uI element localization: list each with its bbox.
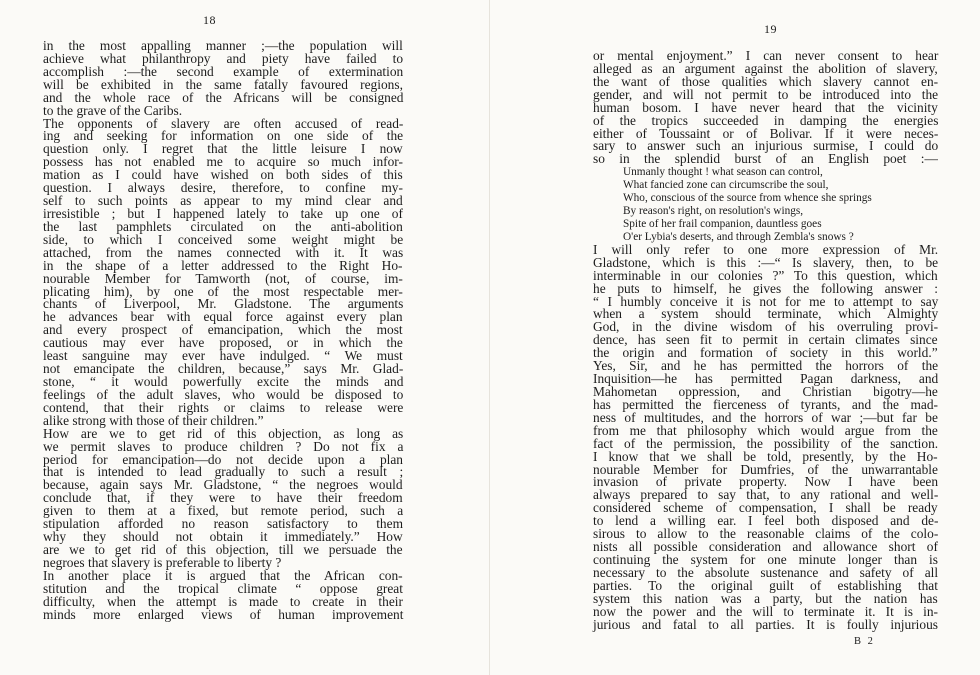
text-line: not emancipate the children, because,” says Mr. Glad- [43,361,404,377]
text-line: minds more enlarged views of human improvement [43,606,404,622]
text-line: nourable Member for Tamworth (not, of course, im- [43,270,403,286]
text-line: considered scheme of compensation, I shall be ready [593,500,938,516]
text-line: I know that we shall be told, presently, by the Ho- [593,448,938,464]
text-line: sary to answer such an injurious surmise, I could do [593,138,939,154]
text-line: conclude that, if they were to have their freedom [43,490,403,506]
text-line: are we to get rid of this objection, till we persuade the [43,541,403,557]
text-line: the origin and formation of society in this world.” [593,345,938,361]
text-line: will be exhibited in the same fatally favoured regions, [43,76,403,92]
text-line: and every prospect of emancipation, which the most [43,322,403,338]
text-line: so in the splendid burst of an English poet :— [593,151,938,167]
signature-mark: B 2 [854,636,875,647]
right-text-column [593,50,938,631]
text-line: side, to which I conceived some weight might be [43,231,404,247]
text-line: The opponents of slavery are often accused of read- [43,115,404,131]
text-line: Gladstone, which is this :—“ Is slavery, then, to be [593,254,939,270]
text-line: stitution and the tropical climate “ oppose great [43,580,403,596]
text-line: or mental enjoyment.” I can never consent to hear [593,48,939,63]
text-line: to lend a willing ear. I feel both disposed and de- [593,513,939,529]
text-line: mation as I could have wished on both sides of this [43,167,403,183]
text-line: In another place it is argued that the African con- [43,567,403,583]
text-line: contend, that their rights or claims to release were [43,399,404,415]
text-line: self to such points as appear to my mind clear and [43,193,403,209]
text-line: question. I always desire, therefore, to confine my- [43,180,403,196]
text-line: to the grave of the Caribs. [43,102,183,118]
text-line: given to them at a fixed, but remote period, such a [43,503,404,519]
page-number: 19 [764,22,777,36]
text-line: of the tropics succeeded in damping the energies [593,112,939,128]
text-line: question only. I regret that the little leisure I now [43,141,403,157]
page-number: 18 [203,13,216,27]
text-line: difficulty, when the attempt is made to create in their [43,593,403,609]
text-line: irresistible ; but I happened lately to take up one of [43,205,403,221]
left-text-column [43,40,403,621]
verse-line: Unmanly thought ! what season can control, [623,166,823,179]
text-line: attached, from the names connected with it. It was [43,244,404,260]
text-line: cautious may ever have proposed, or in which the [43,335,403,351]
text-line: least sanguine may ever have indulged. “ We must [43,348,403,364]
text-line: I will only refer to one more expression of Mr. [593,241,939,257]
text-line: period for emancipation—do not decide upon a plan [43,451,404,467]
text-line: continuing the system for one minute longer than is [593,551,938,567]
text-line: when a system should terminate, which Almighty [593,306,939,322]
text-line: in the most appalling manner ;—the population will [43,38,403,53]
text-line: why they should not obtain it immediately.” How [43,529,403,545]
text-line: parties. To the original guilt of establishing that [593,577,938,593]
text-line: possess has not enabled me to acquire so much infor- [43,154,403,170]
text-line: nists all possible consideration and allowance short of [593,539,938,555]
text-line: now the power and the will to terminate it. It is in- [593,603,938,619]
text-line: interminable in our colonies ?” To this question, which [593,267,938,283]
text-line: dence, has seen fit to permit in certain climates since [593,332,938,348]
text-line: he puts to himself, he gives the following answer : [593,280,938,296]
verse-line: What fancied zone can circumscribe the soul, [623,179,829,192]
text-line: God, in the divine wisdom of his overruling provi- [593,319,939,335]
text-line: nourable Member for Dumfries, of the unwarrantable [593,461,938,477]
text-line: has permitted the fierceness of tyrants, and the mad- [593,396,938,412]
text-line: sirous to allow to the reasonable claims of the colo- [593,526,939,542]
text-line: we permit slaves to produce children ? Do not fix a [43,438,404,454]
text-line: ing and seeking for information on one side of the [43,128,404,144]
text-line: always prepared to say that, to any rational and well- [593,487,939,503]
text-line: invasion of private property. Now I have been [593,474,939,490]
text-line: “ I humbly conceive it is not for me to attempt to say [593,293,939,309]
verse-line: Who, conscious of the source from whence she springs [623,192,872,205]
text-line: human bosom. I have never heard that the vicinity [593,99,938,115]
text-line: that is intended to lead gradually to such a result ; [43,464,404,480]
text-line: plicating him), by one of the most respectable mer- [43,283,403,299]
text-line: negroes that slavery is preferable to liberty ? [43,554,282,570]
right-page [490,0,980,675]
text-line: the want of those qualities which slavery cannot en- [593,73,939,89]
text-line: feelings of the adult slaves, who would be disposed to [43,386,404,402]
text-line: alike strong with those of their children.” [43,412,264,428]
text-line: gender, and will not permit to be introduced into the [593,86,939,102]
text-line: Inquisition—he has permitted Pagan darkness, and [593,371,939,387]
text-line: either of Toussaint or of Bolivar. If it were neces- [593,125,939,141]
text-line: jurious and fatal to all parties. It is foully injurious [593,616,938,632]
verse-line: O'er Lybia's deserts, and through Zembla's snows ? [623,230,854,243]
text-line: he advances bear with equal force against every plan [43,309,403,325]
text-line: necessary to the absolute sustenance and safety of all [593,564,939,580]
text-line: stipulation afforded no reason satisfactory to them [43,516,403,532]
text-line: ness of multitudes, and the horrors of war ;—but far be [593,409,938,425]
text-line: accomplish :—the second example of extermination [43,63,404,79]
text-line: in the shape of a letter addressed to the Right Ho- [43,257,403,273]
text-line: How are we to get rid of this objection, as long as [43,425,404,441]
text-line: because, again says Mr. Gladstone, “ the negroes would [43,477,403,493]
text-line: Yes, Sir, and he has permitted the horrors of the [593,358,939,374]
text-line: the last pamphlets circulated on the anti-abolition [43,218,403,234]
text-line: chants of Liverpool, Mr. Gladstone. The arguments [43,296,404,312]
verse-line: Spite of her frail companion, dauntless goes [623,217,822,230]
text-line: system this nation was a party, but the nation has [593,590,938,606]
text-line: alleged as an argument against the abolition of slavery, [593,60,938,76]
text-line: stone, “ it would powerfully excite the minds and [43,373,404,389]
text-line: fact of the permission, the possibility of the sanction. [593,435,939,451]
verse-line: By reason's right, on resolution's wings, [623,205,804,218]
text-line: Mahometan oppression, and Christian bigotry—he [593,383,938,399]
text-line: achieve what philanthropy and piety have failed to [43,50,404,66]
text-line: and the whole race of the Africans will be consigned [43,89,404,105]
text-line: from me that philosophy which would argue from the [593,422,938,438]
